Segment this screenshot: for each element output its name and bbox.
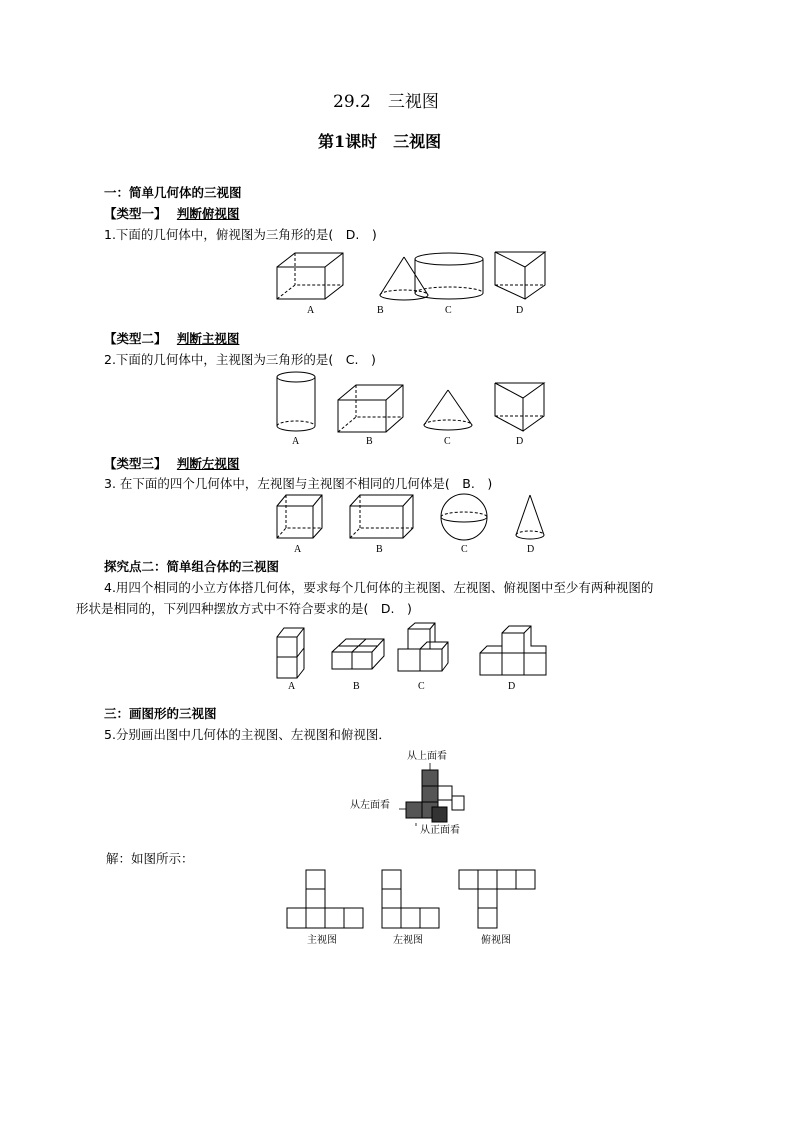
question-4-line1: 4.用四个相同的小立方体搭几何体，要求每个几何体的主视图、左视图、俯视图中至少有两种视图的 — [104, 580, 654, 595]
q2-figures — [270, 370, 570, 450]
type1-tag: 【类型一】 — [104, 206, 167, 221]
section3-heading: 三：画图形的三视图 — [104, 706, 217, 721]
label-from-top: 从上面看 — [407, 751, 447, 762]
type2-tag: 【类型二】 — [104, 331, 167, 346]
answer-text: 解：如图所示： — [106, 851, 194, 866]
type3-name: 判断左视图 — [176, 456, 240, 471]
q4-figures — [270, 622, 560, 694]
type3-label — [104, 454, 239, 472]
question-2: 2.下面的几何体中，主视图为三角形的是( C. ) — [104, 352, 376, 367]
section2-heading: 探究点二：简单组合体的三视图 — [104, 559, 280, 574]
q1-label-a: A — [307, 305, 315, 316]
label-top-view: 俯视图 — [481, 935, 511, 946]
q3-figures — [270, 490, 570, 560]
question-1: 1.下面的几何体中，俯视图为三角形的是( D. ) — [104, 227, 377, 242]
question-3: 3. 在下面的四个几何体中，左视图与主视图不相同的几何体是( B. ) — [104, 476, 493, 491]
three-views — [285, 865, 545, 955]
q2-label-b: B — [366, 436, 373, 447]
q1-figures — [270, 247, 570, 317]
question-4-line2: 形状是相同的，下列四种摆放方式中不符合要求的是( D. ) — [76, 601, 412, 616]
question-5: 5.分别画出图中几何体的主视图、左视图和俯视图． — [104, 727, 391, 742]
q2-label-a: A — [292, 436, 300, 447]
q4-label-d: D — [508, 681, 516, 692]
page-title: 29.2 三视图 — [333, 92, 439, 112]
lesson-subtitle: 第1课时 三视图 — [318, 132, 442, 151]
type3-tag: 【类型三】 — [104, 456, 167, 471]
q3-label-d: D — [527, 544, 535, 555]
label-left-view: 左视图 — [393, 935, 423, 946]
type2-name: 判断主视图 — [176, 331, 240, 346]
q1-label-b: B — [377, 305, 384, 316]
q5-figure — [345, 747, 495, 837]
q1-label-c: C — [445, 305, 452, 316]
q3-label-b: B — [376, 544, 383, 555]
label-front-view: 主视图 — [307, 935, 337, 946]
q1-label-d: D — [516, 305, 524, 316]
q4-label-b: B — [353, 681, 360, 692]
type1-label — [104, 204, 239, 222]
q2-label-d: D — [516, 436, 524, 447]
q2-label-c: C — [444, 436, 451, 447]
q3-label-c: C — [461, 544, 468, 555]
label-from-front: 从正面看 — [420, 825, 460, 836]
q4-label-a: A — [288, 681, 296, 692]
type2-label — [104, 329, 239, 347]
type1-name: 判断俯视图 — [176, 206, 240, 221]
q4-label-c: C — [418, 681, 425, 692]
label-from-left: 从左面看 — [350, 800, 390, 811]
q3-label-a: A — [294, 544, 302, 555]
section1-heading: 一：简单几何体的三视图 — [104, 185, 242, 200]
